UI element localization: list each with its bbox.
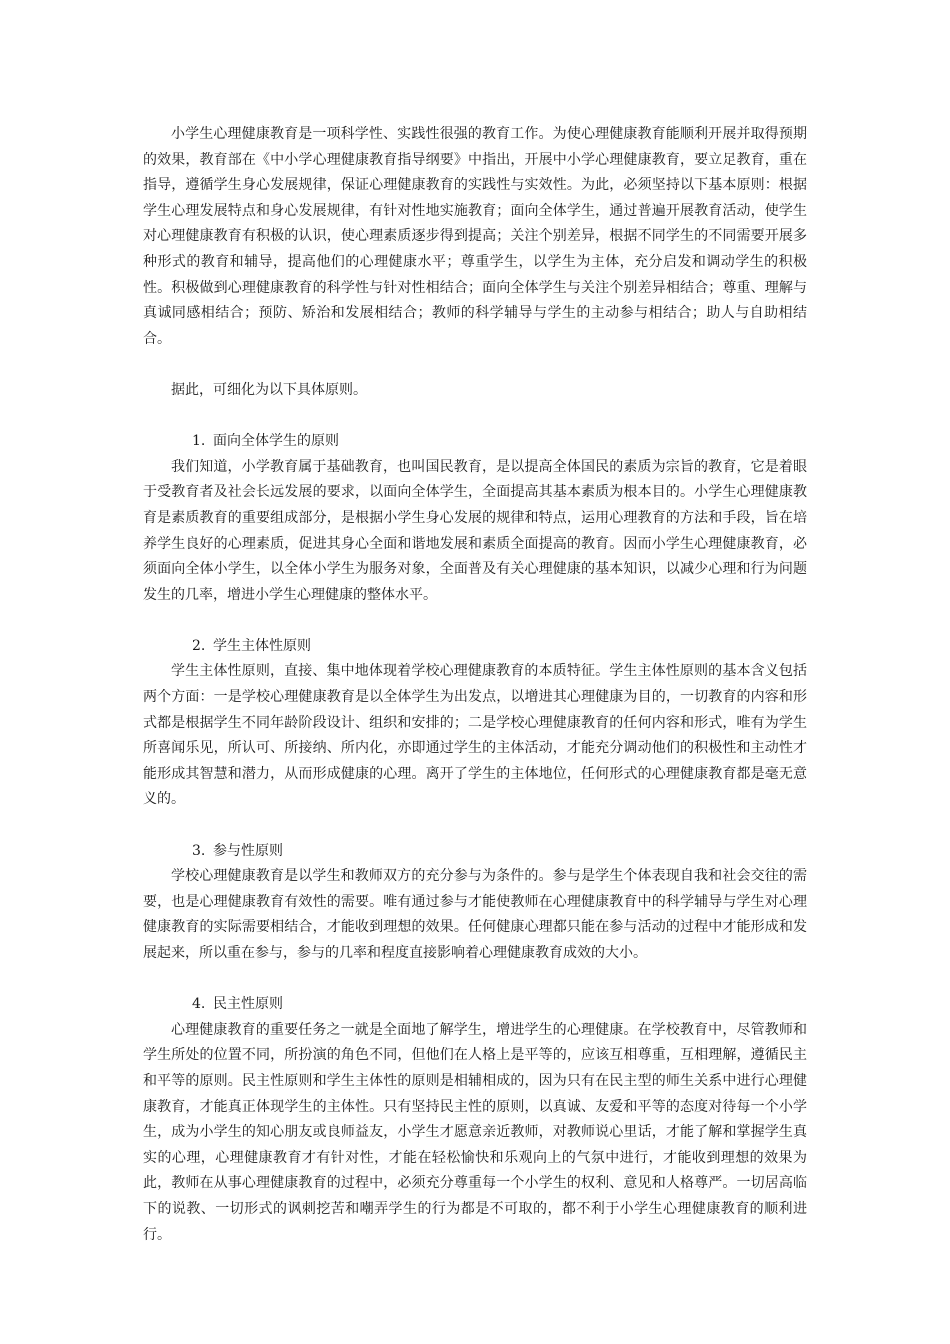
intro-paragraph: 小学生心理健康教育是一项科学性、实践性很强的教育工作。为使心理健康教育能顺利开展并取得预期的效果，教育部在《中小学心理健康教育指导纲要》中指出，开展中小学心理健康教育，要立足教育，重在指导，遵循学生身心发展规律，保证心理健康教育的实践性与实效性。为此，必须坚持以下基本原则：根据学生心理发展特点和身心发展规律，有针对性地实施教育；面向全体学生，通过普遍开展教育活动，使学生对心理健康教育有积极的认识，使心理素质逐步得到提高；关注个别差异，根据不同学生的不同需要开展多种形式的教育和辅导，提高他们的心理健康水平；尊重学生，以学生为主体，充分启发和调动学生的积极性。积极做到心理健康教育的科学性与针对性相结合；面向全体学生与关注个别差异相结合；尊重、理解与真诚同感相结合；预防、矫治和发展相结合；教师的科学辅导与学生的主动参与相结合；助人与自助相结合。 — [143, 126, 807, 347]
section-number: 2. — [192, 637, 206, 654]
section-heading-4 — [143, 992, 807, 1018]
section-body-3: 学校心理健康教育是以学生和教师双方的充分参与为条件的。参与是学生个体表现自我和社会交往的需要，也是心理健康教育有效性的需要。唯有通过参与才能使教师在心理健康教育中的科学辅导与学生对心理健康教育的实际需要相结合，才能收到理想的效果。任何健康心理都只能在参与活动的过程中才能形成和发展起来，所以重在参与，参与的几率和程度直接影响着心理健康教育成效的大小。 — [143, 868, 807, 961]
section-title: 学生主体性原则 — [213, 637, 311, 654]
section-body-4: 心理健康教育的重要任务之一就是全面地了解学生，增进学生的心理健康。在学校教育中，尽管教师和学生所处的位置不同，所扮演的角色不同，但他们在人格上是平等的，应该互相尊重，互相理解，遵循民主和平等的原则。民主性原则和学生主体性的原则是相辅相成的，因为只有在民主型的师生关系中进行心理健康教育，才能真正体现学生的主体性。只有坚持民主性的原则，以真诚、友爱和平等的态度对待每一个小学生，成为小学生的知心朋友或良师益友，小学生才愿意亲近教师，对教师说心里话，才能了解和掌握学生真实的心理，心理健康教育才有针对性，才能在轻松愉快和乐观向上的气氛中进行，才能收到理想的效果为此，教师在从事心理健康教育的过程中，必须充分尊重每一个小学生的权利、意见和人格尊严。一切居高临下的说教、一切形式的讽刺挖苦和嘲弄学生的行为都是不可取的，都不利于小学生心理健康教育的顺利进行。 — [143, 1021, 807, 1243]
paragraph-spacer — [143, 967, 807, 993]
section-number: 3. — [192, 842, 206, 859]
section-heading-1 — [143, 429, 807, 455]
section-body-2: 学生主体性原则，直接、集中地体现着学校心理健康教育的本质特征。学生主体性原则的基本含义包括两个方面：一是学校心理健康教育是以全体学生为出发点，以增进其心理健康为目的，一切教育的内容和形式都是根据学生不同年龄阶段设计、组织和安排的；二是学校心理健康教育的任何内容和形式，唯有为学生所喜闻乐见，所认可、所接纳、所内化，亦即通过学生的主体活动，才能充分调动他们的积极性和主动性才能形成其智慧和潜力，从而形成健康的心理。离开了学生的主体地位，任何形式的心理健康教育都是毫无意义的。 — [143, 663, 807, 808]
paragraph-spacer — [143, 404, 807, 430]
document-body — [143, 122, 807, 1248]
section-title: 参与性原则 — [213, 842, 283, 859]
section-number: 1. — [192, 433, 206, 450]
section-title: 面向全体学生的原则 — [213, 433, 339, 450]
section-heading-3 — [143, 839, 807, 865]
section-title: 民主性原则 — [213, 996, 283, 1013]
section-body-1: 我们知道，小学教育属于基础教育，也叫国民教育，是以提高全体国民的素质为宗旨的教育，它是着眼于受教育者及社会长远发展的要求，以面向全体学生，全面提高其基本素质为根本目的。小学生心理健康教育是素质教育的重要组成部分，是根据小学生身心发展的规律和特点，运用心理教育的方法和手段，旨在培养学生良好的心理素质，促进其身心全面和谐地发展和素质全面提高的教育。因而小学生心理健康教育，必须面向全体小学生，以全体小学生为服务对象，全面普及有关心理健康的基本知识，以减少心理和行为问题发生的几率，增进小学生心理健康的整体水平。 — [143, 458, 807, 603]
paragraph-spacer — [143, 608, 807, 634]
paragraph-spacer — [143, 352, 807, 378]
lead-paragraph: 据此，可细化为以下具体原则。 — [171, 381, 367, 398]
paragraph-spacer — [143, 813, 807, 839]
section-number: 4. — [192, 996, 206, 1013]
section-heading-2 — [143, 634, 807, 660]
